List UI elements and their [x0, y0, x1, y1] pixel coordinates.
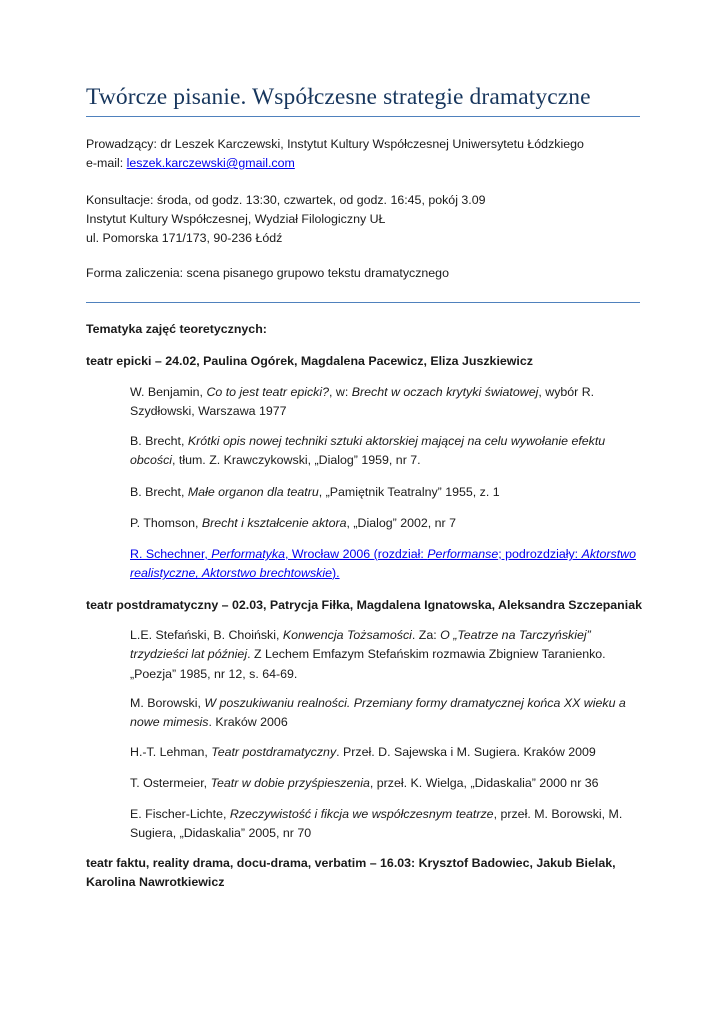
section-divider — [86, 302, 640, 303]
institute-line: Instytut Kultury Współczesnej, Wydział Filologiczny UŁ — [86, 212, 386, 226]
instructor-line: Prowadzący: dr Leszek Karczewski, Instytut Kultury Współczesnej Uniwersytetu Łódzkiego — [86, 137, 584, 151]
email-line — [86, 154, 295, 172]
reference-item: B. Brecht, Krótki opis nowej techniki sztuki aktorskiej mającej na celu wywołanie efektu obcości, tłum. Z. Krawczykowski, „Dialog” 1959, nr 7. — [130, 434, 606, 468]
section-heading-documentary-theatre: teatr faktu, reality drama, docu-drama, verbatim – 16.03: Krysztof Badowiec, Jakub Bielak, Karolina Nawrotkiewicz — [86, 856, 616, 889]
reference-item: W. Benjamin, Co to jest teatr epicki?, w: Brecht w oczach krytyki światowej, wybór R. Szydłowski, Warszawa 1977 — [130, 385, 595, 419]
email-link[interactable]: leszek.karczewski@gmail.com — [126, 156, 295, 170]
reference-item: B. Brecht, Małe organon dla teatru, „Pamiętnik Teatralny” 1955, z. 1 — [130, 485, 500, 499]
reference-item: P. Thomson, Brecht i kształcenie aktora, „Dialog” 2002, nr 7 — [130, 516, 457, 530]
reference-item: E. Fischer-Lichte, Rzeczywistość i fikcja we współczesnym teatrze, przeł. M. Borowski, M. Sugiera, „Didaskalia” 2005, nr 70 — [130, 807, 623, 841]
section-heading-epic-theatre: teatr epicki – 24.02, Paulina Ogórek, Magdalena Pacewicz, Eliza Juszkiewicz — [86, 354, 533, 368]
reference-item: L.E. Stefański, B. Choiński, Konwencja Tożsamości. Za: O „Teatrze na Tarczyńskiej” trzydzieści lat później. Z Lechem Emfazym Stefańskim rozmawia Zbigniew Taranienko. „Poezja” 1985, nr 12, s. 64-69. — [130, 628, 606, 681]
reference-item: T. Ostermeier, Teatr w dobie przyśpieszenia, przeł. K. Wielga, „Didaskalia” 2000 nr 36 — [130, 776, 599, 790]
title-underline — [86, 116, 640, 117]
consultation-line: Konsultacje: środa, od godz. 13:30, czwartek, od godz. 16:45, pokój 3.09 — [86, 193, 486, 207]
reference-item: H.-T. Lehman, Teatr postdramatyczny. Przeł. D. Sajewska i M. Sugiera. Kraków 2009 — [130, 745, 596, 759]
topics-heading: Tematyka zajęć teoretycznych: — [86, 322, 267, 336]
section-heading-postdramatic-theatre: teatr postdramatyczny – 02.03, Patrycja Fiłka, Magdalena Ignatowska, Aleksandra Szczepaniak — [86, 598, 642, 612]
credit-form-line: Forma zaliczenia: scena pisanego grupowo tekstu dramatycznego — [86, 266, 449, 280]
email-label: e-mail: — [86, 156, 127, 170]
page-title: Twórcze pisanie. Współczesne strategie dramatyczne — [86, 84, 591, 110]
address-line: ul. Pomorska 171/173, 90-236 Łódź — [86, 231, 283, 245]
reference-link-schechner[interactable]: R. Schechner, Performatyka, Wrocław 2006 (rozdział: Performanse; podrozdziały: Aktorstwo realistyczne, Aktorstwo brechtowskie). — [130, 547, 636, 581]
reference-item: M. Borowski, W poszukiwaniu realności. Przemiany formy dramatycznej końca XX wieku a nowe mimesis. Kraków 2006 — [130, 696, 626, 730]
